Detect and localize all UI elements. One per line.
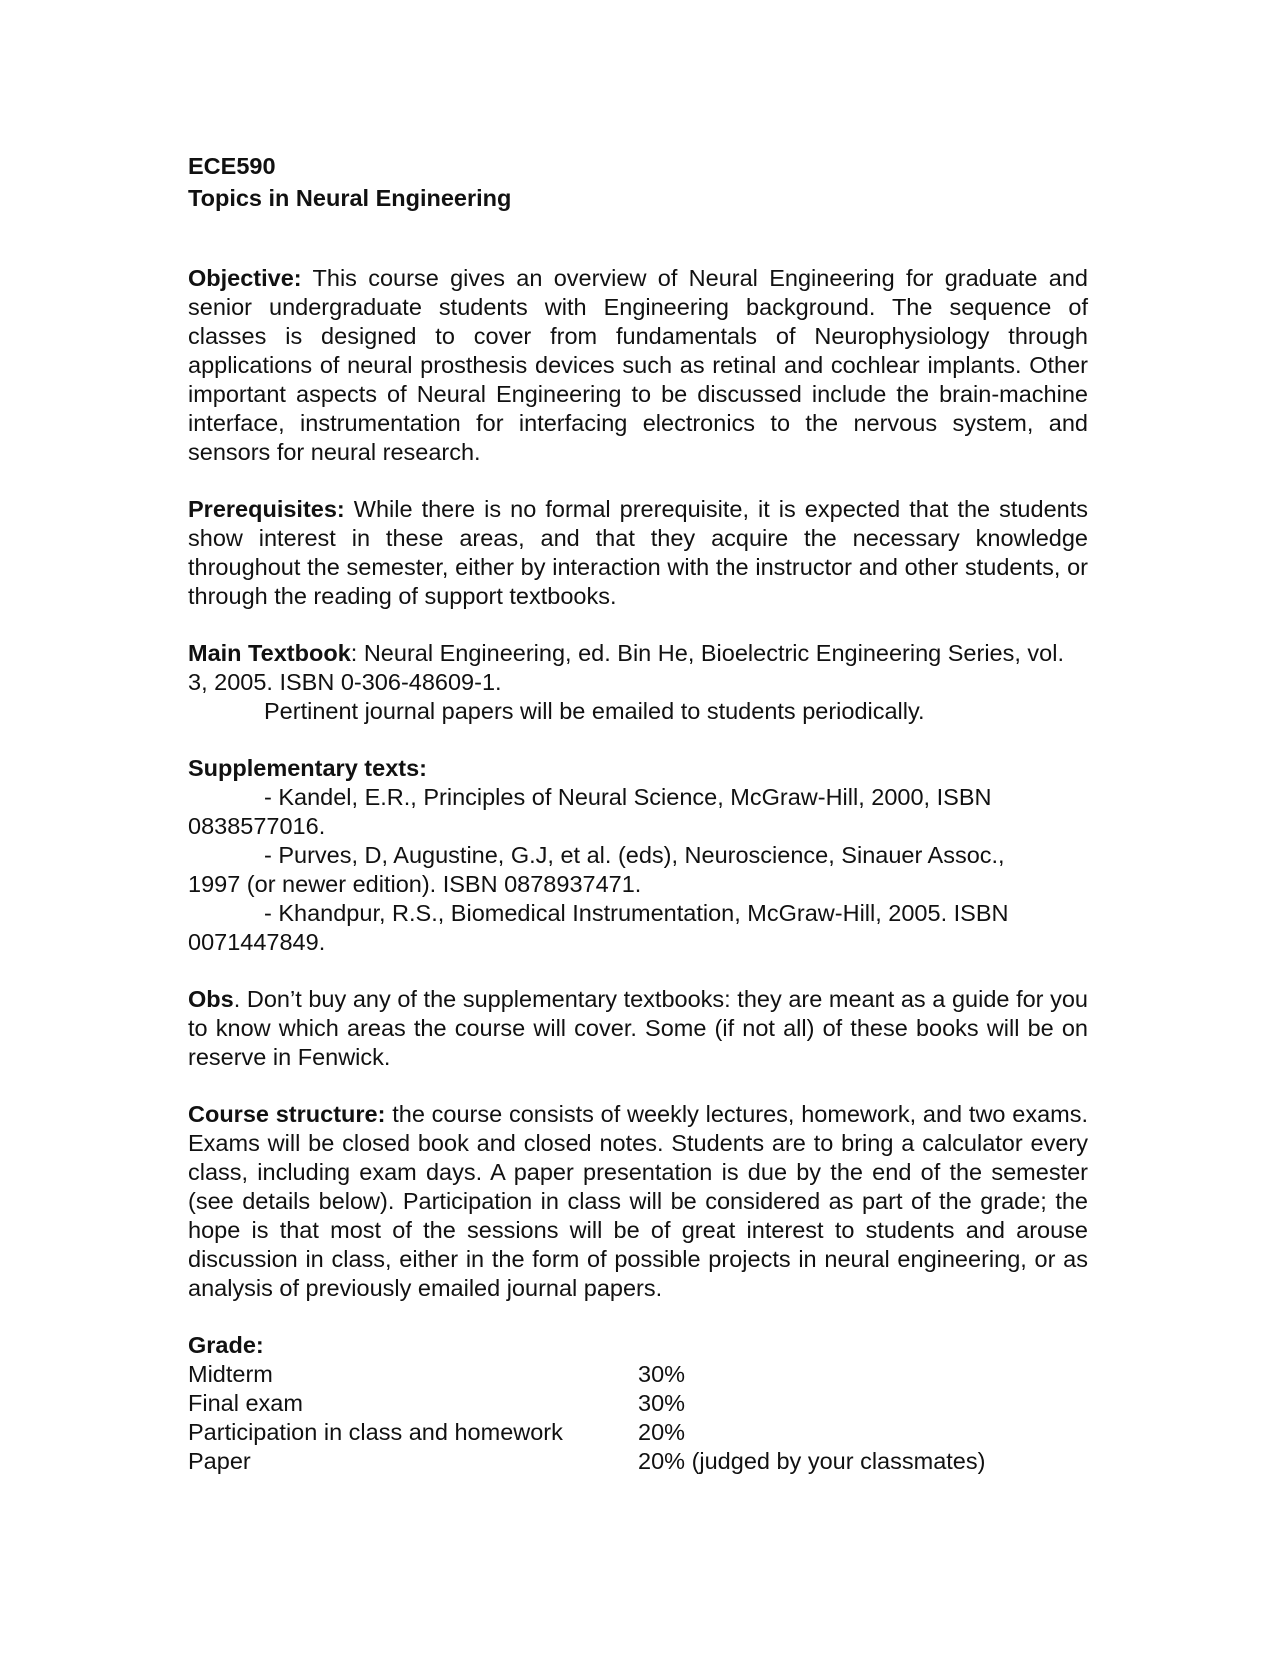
grade-label: Grade: <box>188 1332 264 1358</box>
objective-section <box>188 264 1088 467</box>
course-structure-label: Course structure: <box>188 1101 386 1127</box>
grade-row <box>188 1447 1088 1476</box>
supplementary-item-first-line: - Kandel, E.R., Principles of Neural Science, McGraw-Hill, 2000, ISBN <box>264 784 992 810</box>
grade-value: 20% (judged by your classmates) <box>638 1448 986 1474</box>
main-textbook-note: Pertinent journal papers will be emailed to students periodically. <box>264 698 925 724</box>
supplementary-item <box>188 841 1088 899</box>
supplementary-item-rest: 0071447849. <box>188 929 326 955</box>
supplementary-item <box>188 899 1088 957</box>
supplementary-section <box>188 754 1088 957</box>
supplementary-item <box>188 783 1088 841</box>
obs-section <box>188 985 1088 1072</box>
prerequisites-text: While there is no formal prerequisite, it is expected that the students show interest in these areas, and that they acquire the necessary knowledge throughout the semester, either by interaction with the instructor and other students, or through the reading of support textbooks. <box>188 496 1088 609</box>
main-textbook-section <box>188 639 1088 726</box>
supplementary-item-first-line: - Khandpur, R.S., Biomedical Instrumentation, McGraw-Hill, 2005. ISBN <box>264 900 1009 926</box>
objective-text: This course gives an overview of Neural Engineering for graduate and senior undergraduate students with Engineering background. The sequence of classes is designed to cover from fundamentals of Neurophysiology through applications of neural prosthesis devices such as retinal and cochlear implants. Other important aspects of Neural Engineering to be discussed include the brain-machine interface, instrumentation for interfacing electronics to the nervous system, and sensors for neural research. <box>188 265 1088 465</box>
grade-row <box>188 1389 1088 1418</box>
course-structure-text: the course consists of weekly lectures, homework, and two exams. Exams will be closed book and closed notes. Students are to bring a calculator every class, including exam days. A paper presentation is due by the end of the semester (see details below). Participation in class will be considered as part of the grade; the hope is that most of the sessions will be of great interest to students and arouse discussion in class, either in the form of possible projects in neural engineering, or as analysis of previously emailed journal papers. <box>188 1101 1089 1301</box>
grade-item: Final exam <box>188 1390 303 1416</box>
obs-text: . Don’t buy any of the supplementary textbooks: they are meant as a guide for you to know which areas the course will cover. Some (if not all) of these books will be on reserve in Fenwick. <box>188 986 1088 1070</box>
supplementary-item-rest: 0838577016. <box>188 813 326 839</box>
grade-row <box>188 1360 1088 1389</box>
supplementary-item-rest: 1997 (or newer edition). ISBN 0878937471. <box>188 871 642 897</box>
prerequisites-section <box>188 495 1088 611</box>
grade-value: 30% <box>638 1361 686 1387</box>
document-header <box>188 150 1088 214</box>
main-textbook-text: : Neural Engineering, ed. Bin He, Bioelectric Engineering Series, vol. 3, 2005. ISBN 0-306-48609-1. <box>188 640 1064 695</box>
obs-label: Obs <box>188 986 234 1012</box>
supplementary-label: Supplementary texts: <box>188 755 427 781</box>
course-code: ECE590 <box>188 153 276 179</box>
course-structure-section <box>188 1100 1088 1303</box>
grade-row <box>188 1418 1088 1447</box>
course-title: Topics in Neural Engineering <box>188 185 512 211</box>
grade-item: Midterm <box>188 1361 273 1387</box>
supplementary-item-first-line: - Purves, D, Augustine, G.J, et al. (eds), Neuroscience, Sinauer Assoc., <box>264 842 1005 868</box>
grade-item: Participation in class and homework <box>188 1419 563 1445</box>
grade-value: 30% <box>638 1390 686 1416</box>
main-textbook-label: Main Textbook <box>188 640 351 666</box>
grade-value: 20% <box>638 1419 686 1445</box>
grade-section <box>188 1331 1088 1476</box>
syllabus-page <box>188 150 1088 1476</box>
grade-item: Paper <box>188 1448 251 1474</box>
objective-label: Objective: <box>188 265 302 291</box>
prerequisites-label: Prerequisites: <box>188 496 345 522</box>
